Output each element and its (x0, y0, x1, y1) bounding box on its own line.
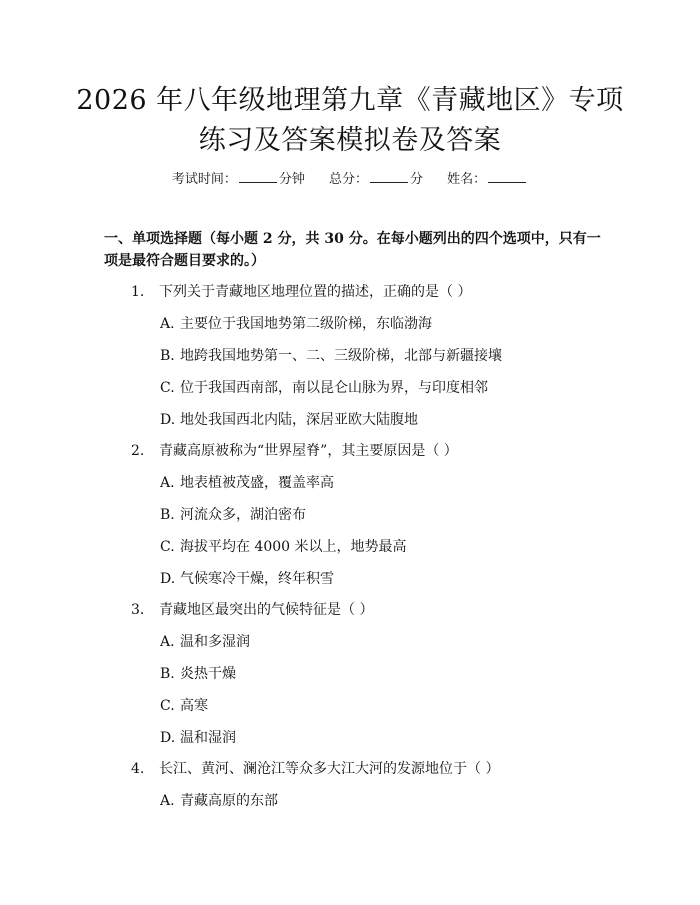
exam-time-unit: 分钟 (278, 172, 305, 187)
student-name (447, 168, 528, 190)
question-text: 青藏地区最突出的气候特征是（ ） (159, 602, 374, 618)
total-score (329, 168, 423, 190)
student-name-label: 姓名： (447, 172, 487, 187)
option-text: 青藏高原的东部 (180, 793, 278, 809)
question-number: 1. (131, 284, 145, 300)
option-letter: B. (160, 507, 175, 523)
question-number: 4. (131, 761, 145, 777)
option-text: 地表植被茂盛，覆盖率高 (180, 475, 334, 491)
option-text: 地跨我国地势第一、二、三级阶梯，北部与新疆接壤 (180, 348, 502, 364)
student-name-blank (488, 168, 526, 183)
question-2-option-c (160, 537, 600, 557)
question-4-option-a (160, 791, 600, 811)
question-3-option-b (160, 664, 600, 684)
question-text: 下列关于青藏地区地理位置的描述，正确的是（ ） (159, 284, 472, 300)
question-3-option-d (160, 728, 600, 748)
question-1-option-d (160, 410, 600, 430)
option-text: 温和湿润 (180, 730, 236, 746)
option-text: 温和多湿润 (180, 634, 250, 650)
question-1-option-c (160, 378, 600, 398)
option-letter: A. (160, 793, 175, 809)
option-text: 海拔平均在 4000 米以上，地势最高 (180, 539, 407, 555)
question-number: 2. (131, 443, 145, 459)
exam-time (172, 168, 305, 190)
exam-info (0, 168, 700, 190)
question-3 (131, 600, 601, 620)
option-text: 炎热干燥 (180, 666, 236, 682)
option-letter: D. (160, 571, 176, 587)
question-3-option-a (160, 632, 600, 652)
question-1-option-b (160, 346, 600, 366)
question-text: 长江、黄河、澜沧江等众多大江大河的发源地位于（ ） (159, 761, 500, 777)
option-text: 位于我国西南部，南以昆仑山脉为界，与印度相邻 (180, 380, 488, 396)
question-number: 3. (131, 602, 145, 618)
question-3-option-c (160, 696, 600, 716)
option-letter: A. (160, 475, 175, 491)
option-letter: C. (160, 539, 175, 555)
option-letter: C. (160, 380, 175, 396)
option-letter: B. (160, 348, 175, 364)
total-score-unit: 分 (410, 172, 424, 187)
option-text: 气候寒冷干燥，终年积雪 (180, 571, 334, 587)
exam-title-line-1: 2026 年八年级地理第九章《青藏地区》专项 (76, 85, 624, 116)
option-text: 地处我国西北内陆，深居亚欧大陆腹地 (180, 412, 418, 428)
question-text: 青藏高原被称为“世界屋脊”，其主要原因是（ ） (159, 443, 458, 459)
question-4 (131, 759, 601, 779)
option-letter: B. (160, 666, 175, 682)
option-text: 河流众多，湖泊密布 (180, 507, 306, 523)
question-2-option-d (160, 569, 600, 589)
exam-title-line-2: 练习及答案模拟卷及答案 (198, 125, 502, 156)
exam-time-blank (239, 168, 277, 183)
total-score-blank (370, 168, 408, 183)
question-1-option-a (160, 314, 600, 334)
option-letter: A. (160, 634, 175, 650)
total-score-label: 总分： (328, 172, 368, 187)
option-text: 高寒 (180, 698, 208, 714)
exam-time-label: 考试时间： (171, 172, 237, 187)
section-heading: 一、单项选择题（每小题 2 分，共 30 分。在每小题列出的四个选项中，只有一项是最符合题目要求的。） (104, 231, 601, 269)
question-2 (131, 441, 601, 461)
option-letter: A. (160, 316, 175, 332)
option-text: 主要位于我国地势第二级阶梯，东临渤海 (180, 316, 432, 332)
question-1 (131, 282, 601, 302)
option-letter: D. (160, 730, 176, 746)
question-2-option-b (160, 505, 600, 525)
option-letter: D. (160, 412, 176, 428)
option-letter: C. (160, 698, 175, 714)
question-2-option-a (160, 473, 600, 493)
